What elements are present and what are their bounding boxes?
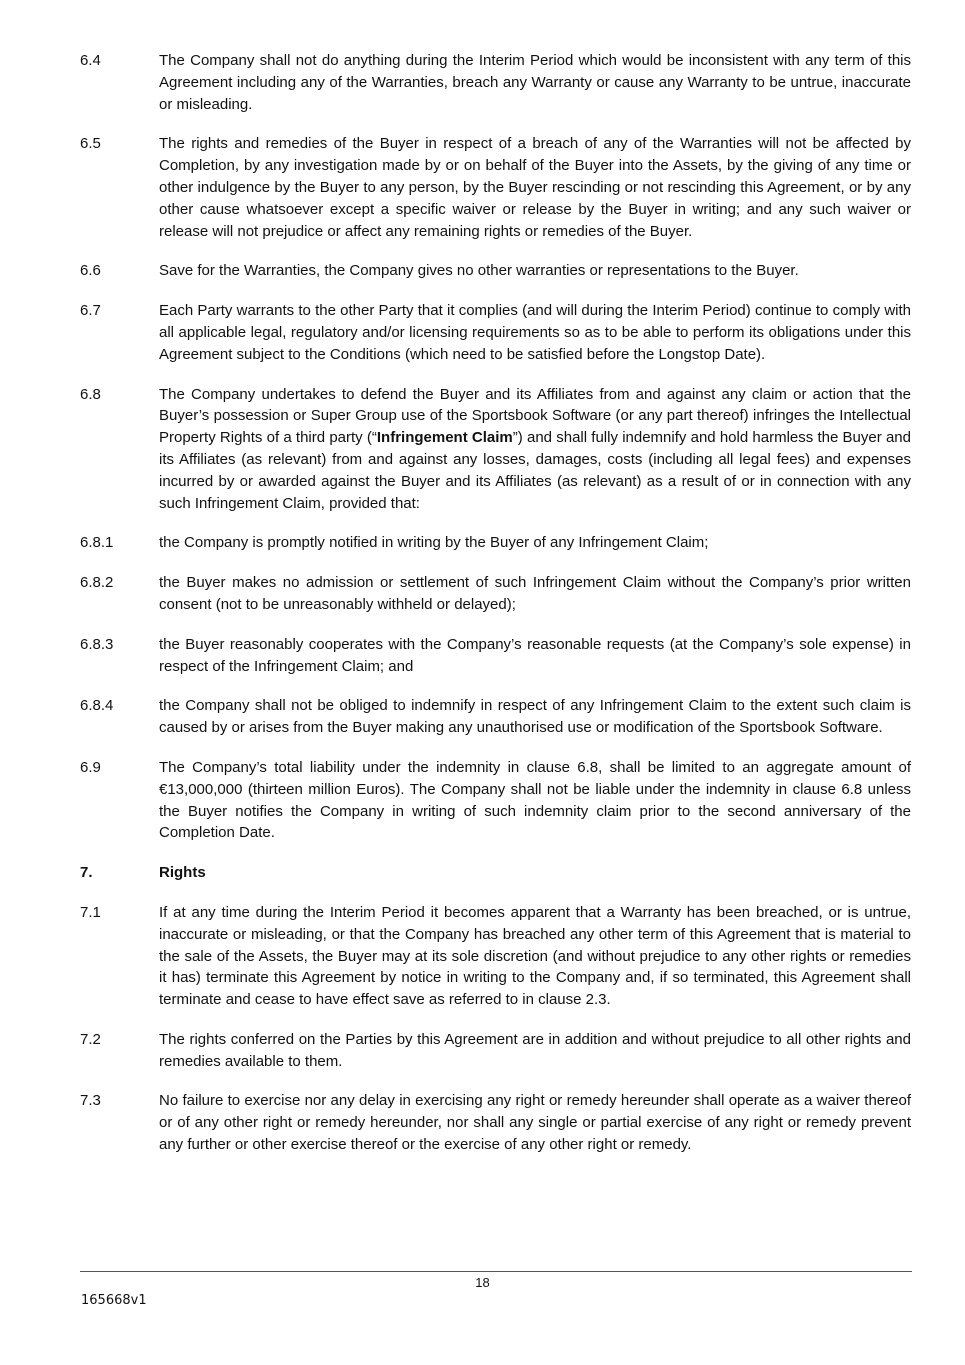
document-id: 165668v1 bbox=[81, 1293, 147, 1308]
clause-text: the Company is promptly notified in writing by the Buyer of any Infringement Claim; bbox=[159, 534, 709, 552]
clause-number: 6.8.3 bbox=[80, 635, 114, 653]
clause-6-8-2 bbox=[80, 572, 911, 616]
clause-6-7 bbox=[80, 300, 911, 365]
clause-text: the Buyer reasonably cooperates with the Company’s reasonable requests (at the Company’s sole expense) in respect of the Infringement Claim; and bbox=[159, 635, 911, 675]
clause-number: 7.1 bbox=[80, 903, 101, 921]
section-heading-rights bbox=[80, 862, 911, 884]
clause-number: 6.8 bbox=[80, 385, 101, 403]
clause-number: 7.3 bbox=[80, 1092, 101, 1110]
clause-text: Save for the Warranties, the Company gives no other warranties or representations to the Buyer. bbox=[159, 262, 799, 280]
clause-number: 6.8.2 bbox=[80, 574, 114, 592]
clause-6-8 bbox=[80, 384, 911, 515]
clause-number: 6.6 bbox=[80, 262, 101, 280]
clause-number: 6.9 bbox=[80, 758, 101, 776]
clause-7-2 bbox=[80, 1029, 911, 1073]
clause-text: Each Party warrants to the other Party that it complies (and will during the Interim Period) continue to comply with all applicable legal, regulatory and/or licensing requirements so as to be able to perform its obligations under this Agreement subject to the Conditions (which need to be satisfied before the Longstop Date). bbox=[159, 302, 911, 363]
clause-text bbox=[159, 384, 911, 515]
clause-7-1 bbox=[80, 902, 911, 1011]
clause-6-8-3 bbox=[80, 634, 911, 678]
section-number: 7. bbox=[80, 864, 93, 882]
clause-number: 6.5 bbox=[80, 135, 101, 153]
clause-number: 6.7 bbox=[80, 302, 101, 320]
clause-6-9 bbox=[80, 757, 911, 844]
clause-text: the Company shall not be obliged to indemnify in respect of any Infringement Claim to the extent such claim is caused by or arises from the Buyer making any unauthorised use or modification of the Sportsbook Software. bbox=[159, 697, 911, 737]
clause-number: 6.8.1 bbox=[80, 534, 114, 552]
clause-text: The Company shall not do anything during the Interim Period which would be inconsistent with any term of this Agreement including any of the Warranties, breach any Warranty or cause any Warranty to be untrue, inaccurate or misleading. bbox=[159, 52, 911, 113]
clause-number: 6.4 bbox=[80, 52, 101, 69]
clause-text: the Buyer makes no admission or settlement of such Infringement Claim without the Company’s prior written consent (not to be unreasonably withheld or delayed); bbox=[159, 574, 911, 613]
clause-6-5 bbox=[80, 133, 911, 242]
clause-6-8-1 bbox=[80, 532, 911, 554]
clause-text-before: The Company undertakes to defend the Buyer and its Affiliates from and against any claim or action that the Buyer’s possession or Super Group use of the Sportsbook Software (or any part thereof) infringes the Intellectual Property Rights of a third party (“ bbox=[159, 385, 911, 447]
clause-6-8-4 bbox=[80, 695, 911, 739]
page-number: 18 bbox=[475, 1275, 490, 1290]
clause-text-after: ”) and shall fully indemnify and hold harmless the Buyer and its Affiliates (as relevant) from and against any losses, damages, costs (including all legal fees) and expenses incurred by or awarded against the Buyer and its Affiliates (as relevant) as a result of or in connection with any such Infringement Claim, provided that: bbox=[159, 429, 911, 512]
clause-6-6 bbox=[80, 260, 911, 282]
clause-text: The rights conferred on the Parties by this Agreement are in addition and without prejudice to all other rights and remedies available to them. bbox=[159, 1030, 911, 1070]
clause-text: If at any time during the Interim Period it becomes apparent that a Warranty has been breached, or is untrue, inaccurate or misleading, or that the Company has breached any other term of this Agreement that is material to the sale of the Assets, the Buyer may at its sole discretion (and without prejudice to any other rights or remedies it has) terminate this Agreement by notice in writing to the Company and, if so terminated, this Agreement shall terminate and cease to have effect save as referred to in clause 2.3. bbox=[159, 903, 911, 1009]
clause-text: The Company’s total liability under the indemnity in clause 6.8, shall be limited to an aggregate amount of €13,000,000 (thirteen million Euros). The Company shall not be liable under the indemnity in clause 6.8 unless the Buyer notifies the Company in writing of such indemnity claim prior to the second anniversary of the Completion Date. bbox=[159, 758, 911, 842]
defined-term: Infringement Claim bbox=[376, 429, 513, 447]
clause-number: 6.8.4 bbox=[80, 697, 114, 715]
clause-text: No failure to exercise nor any delay in exercising any right or remedy hereunder shall operate as a waiver thereof or of any other right or remedy hereunder, nor shall any single or partial exercise of any right or remedy prevent any further or other exercise thereof or the exercise of any other right or remedy. bbox=[159, 1092, 911, 1154]
clause-text: The rights and remedies of the Buyer in respect of a breach of any of the Warranties will not be affected by Completion, by any investigation made by or on behalf of the Buyer into the Assets, by the giving of any time or other indulgence by the Buyer to any person, by the Buyer rescinding or not rescinding this Agreement, or by any other cause whatsoever except a specific waiver or release by the Buyer in writing; and any such waiver or release will not prejudice or affect any remaining rights or remedies of the Buyer. bbox=[159, 135, 911, 240]
clause-7-3 bbox=[80, 1090, 911, 1155]
clause-number: 7.2 bbox=[80, 1030, 101, 1048]
footer-divider bbox=[80, 1271, 912, 1272]
section-title: Rights bbox=[159, 864, 206, 882]
document-body bbox=[80, 50, 911, 1174]
clause-6-4 bbox=[80, 50, 911, 115]
